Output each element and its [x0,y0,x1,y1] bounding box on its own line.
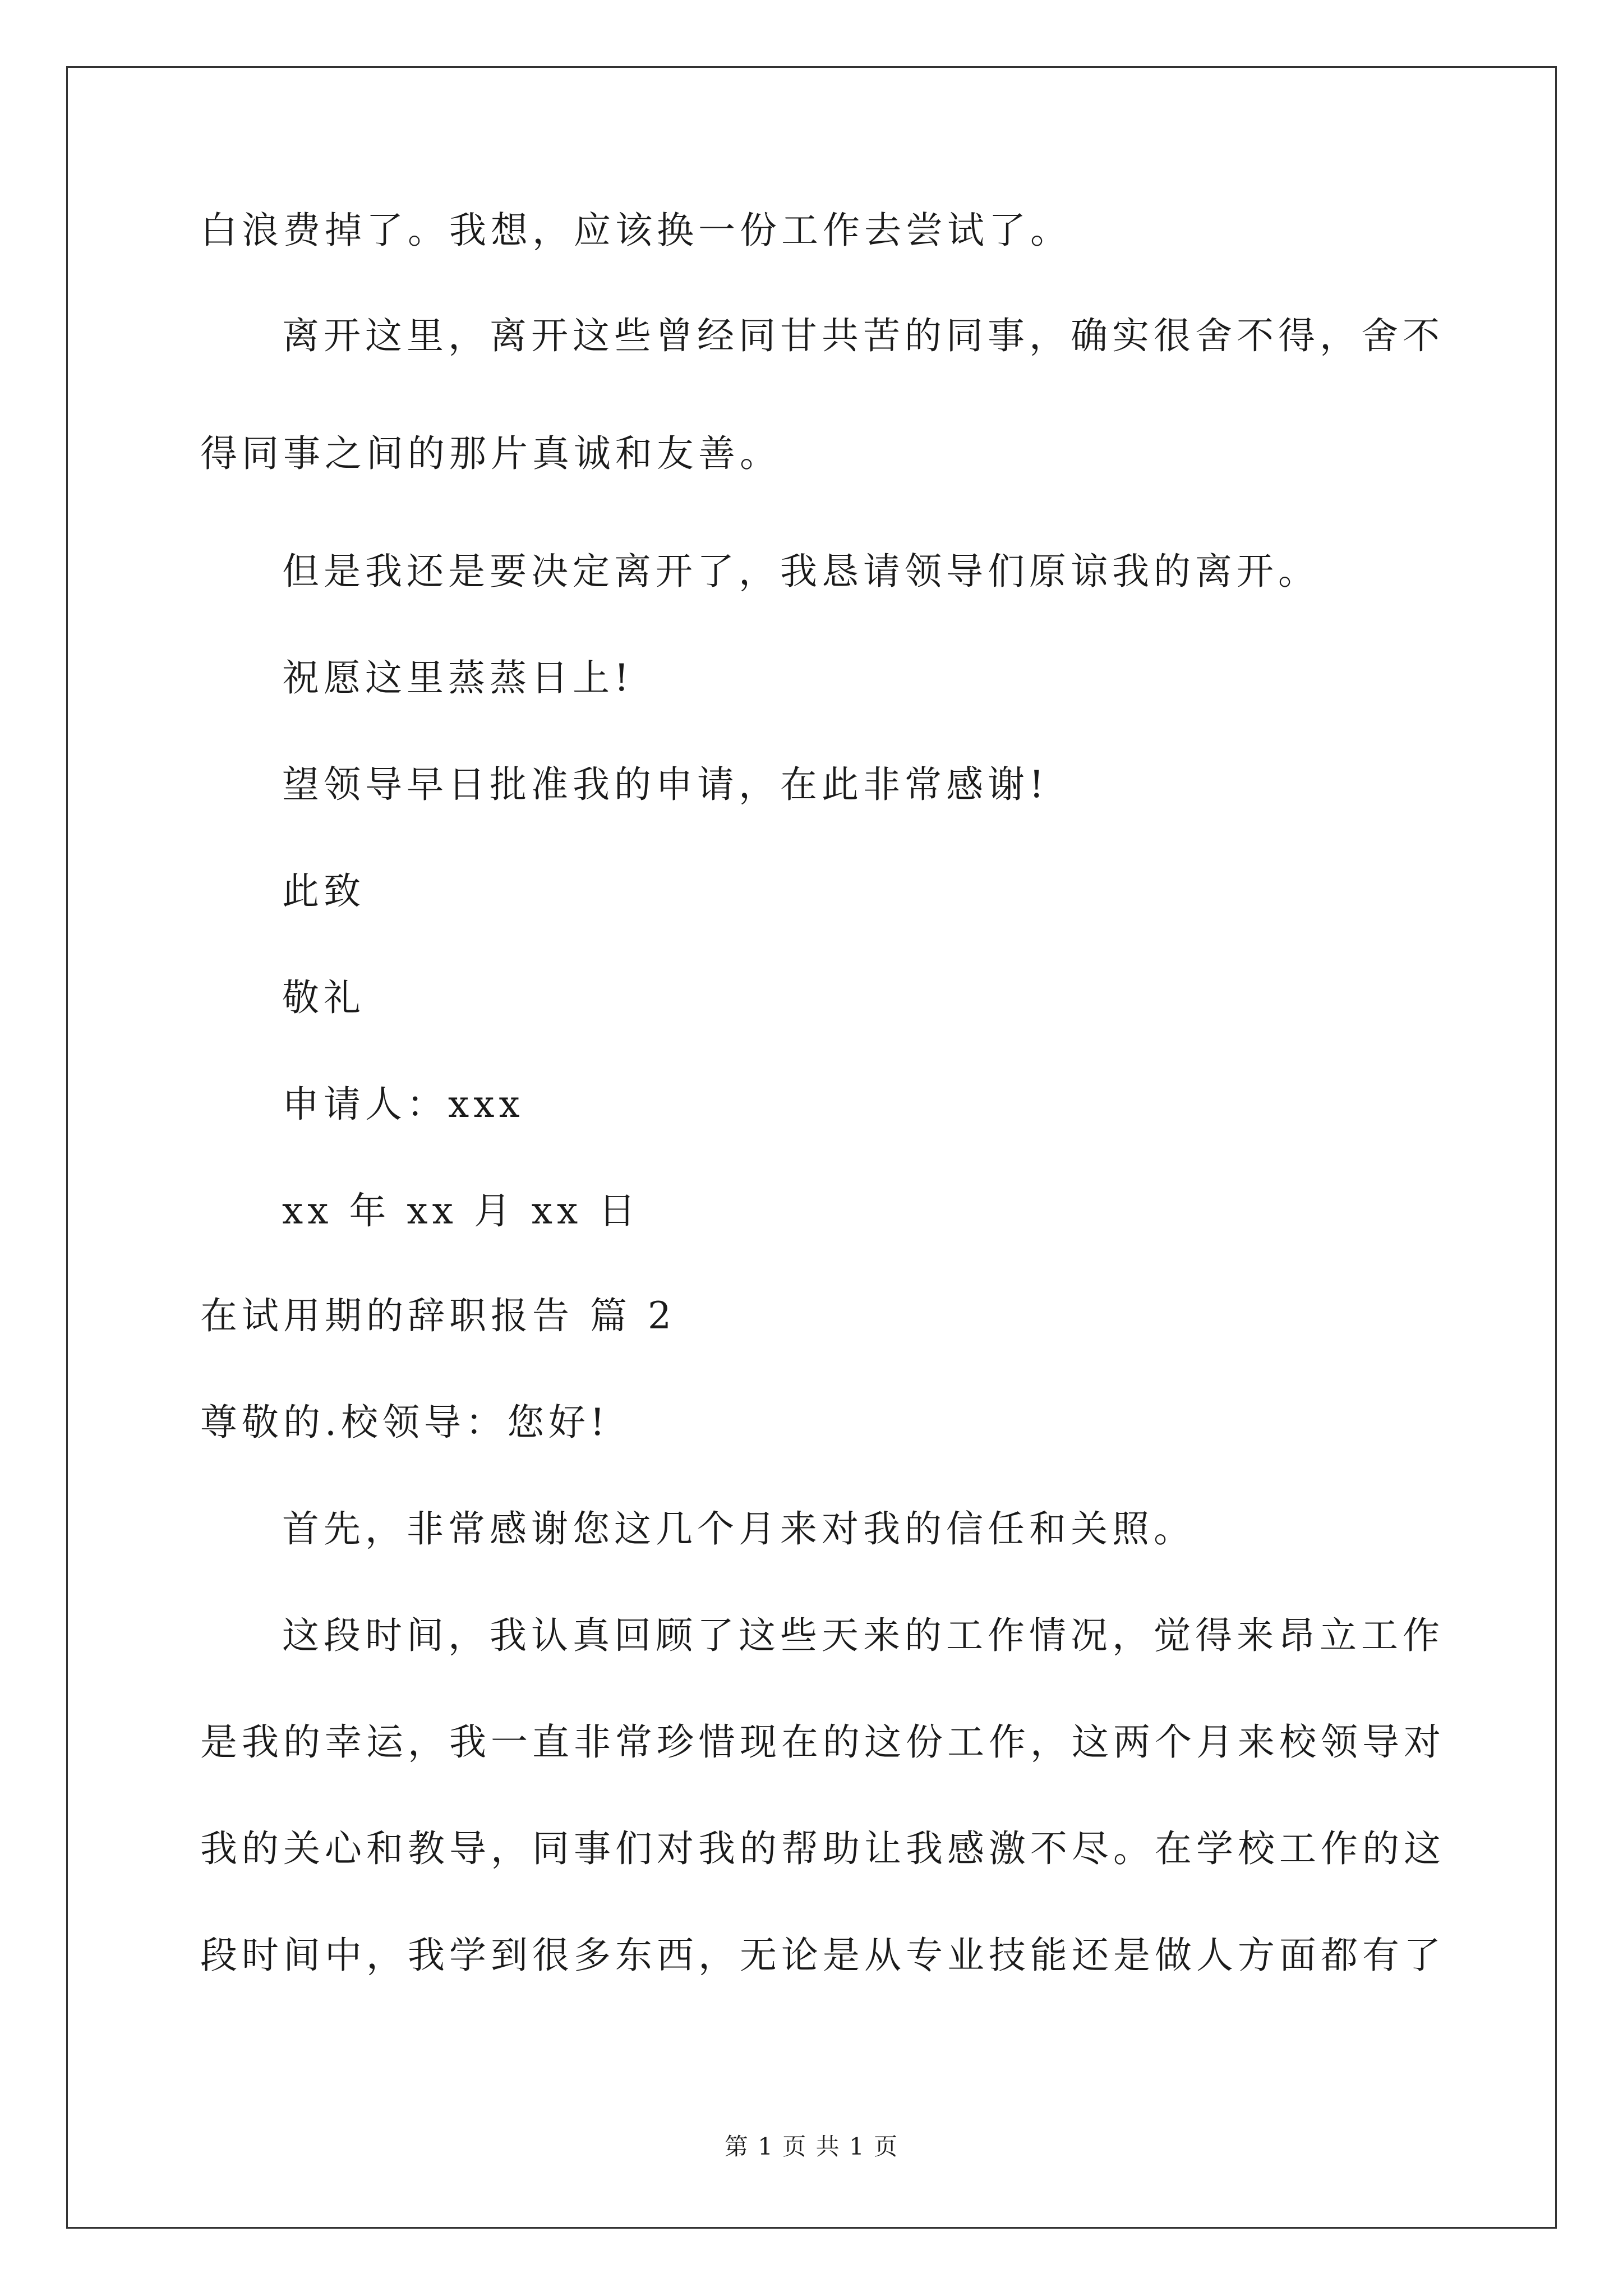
text-line: 祝愿这里蒸蒸日上! [282,656,634,700]
text-line: 首先，非常感谢您这几个月来对我的信任和关照。 [282,1507,1195,1550]
applicant-line: 申请人：xxx [282,1083,524,1126]
section-heading: 在试用期的辞职报告 篇 2 [200,1294,676,1337]
text-line: 得同事之间的那片真诚和友善。 [200,432,781,475]
text-line: 敬礼 [282,976,365,1019]
text-line: 望领导早日批准我的申请，在此非常感谢! [282,763,1049,806]
text-line: 白浪费掉了。我想，应该换一份工作去尝试了。 [200,209,1072,252]
text-line: 但是我还是要决定离开了，我恳请领导们原谅我的离开。 [282,550,1320,593]
date-line: xx 年 xx 月 xx 日 [282,1189,640,1232]
text-line: 这段时间，我认真回顾了这些天来的工作情况，觉得来昂立工作 [282,1614,1444,1657]
text-line: 是我的幸运，我一直非常珍惜现在的这份工作，这两个月来校领导对 [200,1720,1445,1764]
page-footer: 第 1 页 共 1 页 [724,2133,899,2160]
text-line: 此致 [282,869,365,913]
text-line: 离开这里，离开这些曾经同甘共苦的同事，确实很舍不得，舍不 [282,314,1444,357]
text-line: 段时间中，我学到很多东西，无论是从专业技能还是做人方面都有了 [200,1934,1445,1977]
salutation-line: 尊敬的.校领导：您好! [200,1401,610,1444]
text-line: 我的关心和教导，同事们对我的帮助让我感激不尽。在学校工作的这 [200,1827,1445,1870]
page-border [66,66,1557,2229]
